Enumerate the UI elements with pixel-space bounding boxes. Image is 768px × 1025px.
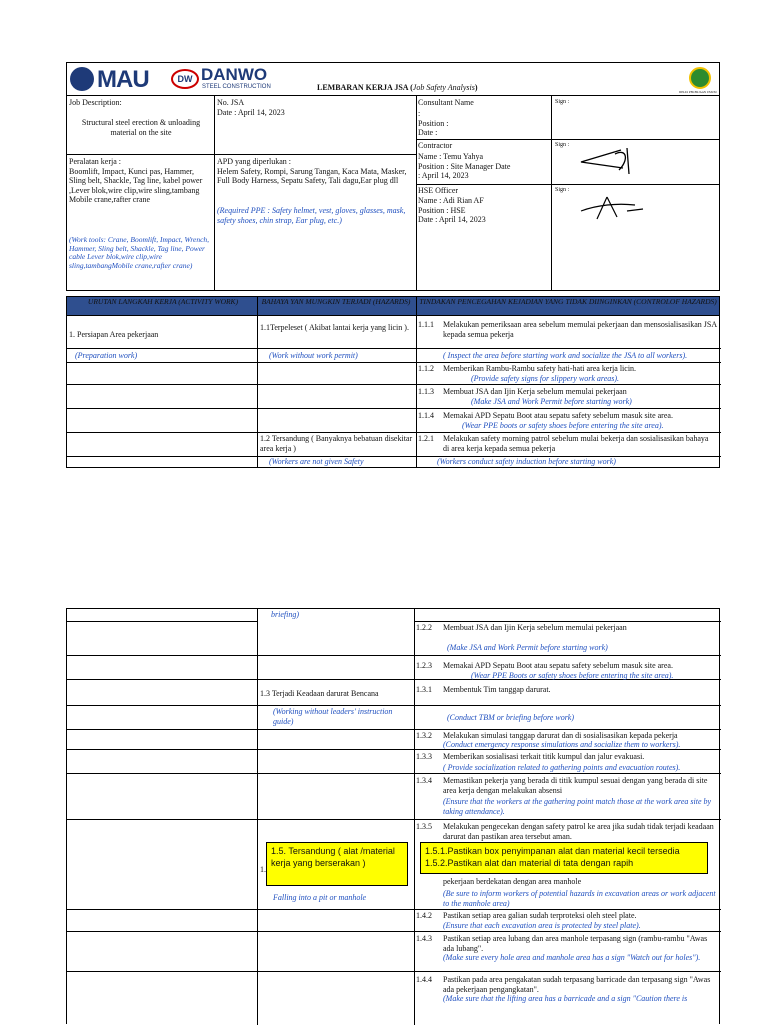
form-title: LEMBARAN KERJA JSA (Job Safety Analysis) [317,83,478,92]
dw-logo: DW [171,69,199,89]
mau-logo-text: MAU [97,66,149,93]
hazard-continued: briefing) [271,610,299,619]
control-1-3-1: Membentuk Tim tanggap darurat. [443,685,551,694]
control-1-1-2-en: (Provide safety signs for slippery work areas). [471,374,620,383]
hse-sign: Sign : [555,187,570,193]
job-description-label: Job Description: [69,98,122,107]
highlight-hazard-1-5: 1.5. Tersandung ( alat /material kerja yang berserakan ) [266,842,408,886]
control-1-2-2-number: 1.2.2 [416,623,432,632]
control-1-3-1-en: (Conduct TBM or briefing before work) [447,713,575,722]
tools-list: Peralatan kerja : Boomlift, Impact, Kunci pas, Hammer, Sling belt, Shackle, Tag line, kabel power ,Lever blok,wire clip,wire sling,tambang Mobile crane,rafter crane [69,157,203,204]
jsa-date: Date : April 14, 2023 [217,108,285,117]
contractor-signature [575,146,635,176]
contractor-details: Name : Temu Yahya Position : Site Manager Date : April 14, 2023 [418,152,511,180]
control-1-1-4: Memakai APD Sepatu Boot atau sepatu safety sebelum masuk site area. [443,411,673,420]
control-1-2-1-number: 1.2.1 [418,434,434,443]
hazard-1-1: 1.1Terpeleset ( Akibat lantai kerja yang licin ). [260,323,409,332]
control-1-4-1-fragment: pekerjaan berdekatan dengan area manhole [443,877,582,886]
control-1-3-5: Melakukan pengecekan dengan safety patrol ke area jika sudah tidak terjadi keadaan darurat dan pastikan area tersebut aman. [443,822,714,841]
control-1-3-2: Melakukan simulasi tanggap darurat dan di sosialisasikan kepada pekerja [443,731,678,740]
control-1-1-2: Memberikan Rambu-Rambu safety hati-hati area kerja licin. [443,364,637,373]
control-1-3-4-en: (Ensure that the workers at the gathering point match those at the work area site by taking attendance). [443,797,712,816]
control-1-2-3-en: (Wear PPE Boots or safety shoes before entering the site area). [471,671,674,680]
control-1-1-3-en: (Make JSA and Work Permit before starting work) [471,397,632,406]
steps-column-header: URUTAN LANGKAH KERJA (ACTIVITY WORK) [87,297,239,306]
hse-officer-label: HSE Officer [418,186,459,195]
control-1-3-5-number: 1.3.5 [416,822,432,831]
page1-rows [66,316,720,468]
jsa-page-2 [66,608,720,1024]
control-1-3-3-number: 1.3.3 [416,752,432,761]
control-1-1-4-number: 1.1.4 [418,411,434,420]
consultant-sign: Sign : [555,99,570,105]
control-1-4-2-number: 1.4.2 [416,911,432,920]
control-1-2-3-number: 1.2.3 [416,661,432,670]
seal-caption: DINAS PEKERJAAN UMUM [679,90,717,94]
ppe-list-en: (Required PPE : Safety helmet, vest, gloves, glasses, mask, safety shoes, chin strap, Ear plug, etc.) [217,206,406,225]
control-1-1-4-en: (Wear PPE boots or safety shoes before entering the site area). [462,421,664,430]
hazard-1-3-en: (Working without leaders' instruction guide) [273,707,393,726]
control-1-2-2: Membuat JSA dan Ijin Kerja sebelum memulai pekerjaan [443,623,627,632]
mau-logo [70,67,94,91]
column-header-row [66,296,720,316]
control-1-4-1-en: (Be sure to inform workers of potential hazards in excavation areas or work adjacent to the manhole area) [443,889,716,908]
hazard-1-2-en: (Workers are not given Safety [269,457,364,466]
danwo-logo-sub: STEEL CONSTRUCTION [202,84,271,90]
control-1-4-3-en: (Make sure every hole area and manhole area has a sign "Watch out for holes"). [443,953,701,962]
ppe-list: APD yang diperlukan : Helem Safety, Rompi, Sarung Tangan, Kaca Mata, Masker, Full Body Harness, Sepatu Safety, Tali dagu,Ear plug dll [217,157,407,185]
hazard-1-2: 1.2 Tersandung ( Banyaknya bebatuan disekitar area kerja ) [260,434,413,453]
control-1-2-3: Memakai APD Sepatu Boot atau sepatu safety sebelum masuk site area. [443,661,673,670]
controls-column-header: TINDAKAN PENCEGAHAN KEJADIAN YANG TIDAK DIINGINKAN (CONTROLOF HAZARDS) [419,297,717,306]
contractor-label: Contractor [418,141,453,150]
consultant-details: : Position : Date : [418,109,449,137]
control-1-4-4: Pastikan pada area pengakatan sudah terpasang barricade dan terpasang sign "Awas ada pekerjaan pengangkatan". [443,975,711,994]
info-block [66,96,720,291]
control-1-1-1-en: ( Inspect the area before starting work and socialize the JSA to all workers). [443,351,688,360]
highlight-controls-1-5: 1.5.1.Pastikan box penyimpanan alat dan material kecil tersedia 1.5.2.Pastikan alat dan material di tata dengan rapih [420,842,708,874]
control-1-3-4: Memastikan pekerja yang berada di titik kumpul sesuai dengan yang berada di site area kerja dengan melakukan absensi [443,776,708,795]
hazard-1-1-en: (Work without work permit) [269,351,358,360]
hazard-1-3: 1.3 Terjadi Keadaan darurat Bencana [260,689,379,698]
step-1-en: (Preparation work) [75,351,138,360]
danwo-logo-text: DANWO [201,65,268,84]
jsa-page-1 [66,62,720,468]
contractor-sign: Sign : [555,142,570,148]
control-1-3-3: Memberikan sosialisasi terkait titik kumpul dan jalur evakuasi. [443,752,645,761]
hazard-1-4-fragment: 1. [260,865,266,874]
control-1-3-4-number: 1.3.4 [416,776,432,785]
control-1-1-3: Membuat JSA dan Ijin Kerja sebelum memulai pekerjaan [443,387,627,396]
header-row [66,62,720,96]
government-seal-icon [689,67,711,89]
control-1-4-2-en: (Ensure that each excavation area is protected by steel plate). [443,921,641,930]
control-1-4-4-en: (Make sure that the lifting area has a barricade and a sign "Caution there is [443,994,688,1003]
control-1-4-3: Pastikan setiap area lubang dan area manhole terpasang sign (rambu-rambu "Awas ada lubang". [443,934,708,953]
hse-officer-details: Name : Adi Rian AF Position : HSE Date : April 14, 2023 [418,196,486,224]
control-1-1-3-number: 1.1.3 [418,387,434,396]
control-1-2-1: Melakukan safety morning patrol sebelum mulai bekerja dan sosialisasikan bahaya di area kerja kepada semua pekerja [443,434,709,453]
step-1: 1. Persiapan Area pekerjaan [69,330,159,339]
control-1-2-2-en: (Make JSA and Work Permit before starting work) [447,643,608,652]
jsa-number: No. JSA [217,98,245,107]
control-1-3-3-en: ( Provide socialization related to gathering points and evacuation routes). [443,763,681,772]
hazard-1-4-en: Falling into a pit or manhole [273,893,367,902]
control-1-4-4-number: 1.4.4 [416,975,432,984]
control-1-1-2-number: 1.1.2 [418,364,434,373]
control-1-3-2-number: 1.3.2 [416,731,432,740]
control-1-4-2: Pastikan setiap area galian sudah terproteksi oleh steel plate. [443,911,637,920]
hse-signature [577,193,647,223]
control-1-2-1-en: (Workers conduct safety induction before starting work) [437,457,616,466]
hazards-column-header: BAHAYA YAN MUNGKIN TERJADI (HAZARDS) [261,297,411,306]
control-1-4-3-number: 1.4.3 [416,934,432,943]
control-1-3-1-number: 1.3.1 [416,685,432,694]
control-1-1-1-number: 1.1.1 [418,320,434,329]
control-1-1-1: Melakukan pemeriksaan area sebelum memulai pekerjaan dan mensosialisasikan JSA kepada semua pekerja [443,320,717,339]
consultant-name: Consultant Name [418,98,474,107]
tools-list-en: (Work tools: Crane, Boomlift, Impact, Wrench, Hammer, Sling belt, Shackle, Tag line, Power cable Lever blok,wire clip,wire sling,tambangMobile crane,rafter crane) [69,235,210,270]
job-description: Structural steel erection & unloading material on the site [81,118,201,137]
control-1-3-2-en: (Conduct emergency response simulations and socialize them to workers). [443,740,681,749]
